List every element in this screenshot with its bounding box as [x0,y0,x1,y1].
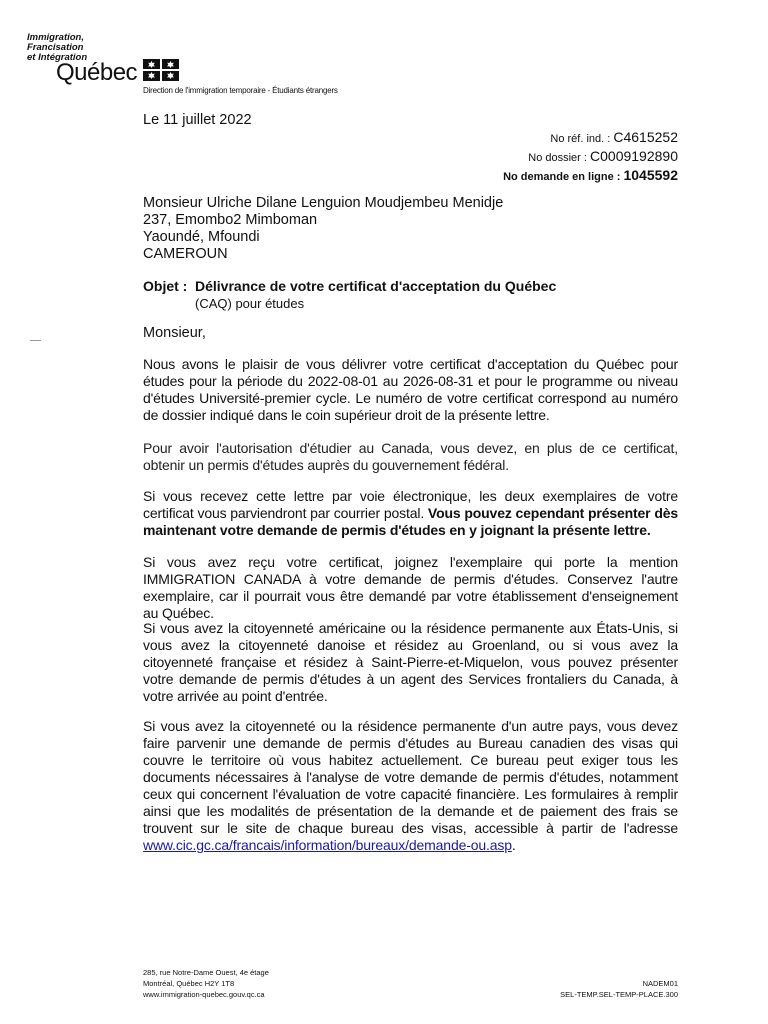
footer-website-link[interactable]: www.immigration-quebec.gouv.qc.ca [143,990,265,999]
paragraph-4-text: Si vous avez reçu votre certificat, joignez l'exemplaire qui porte la mention IMMIGRATION CANADA à votre demande de permis d'études. Conservez l'autre exemplaire, car il pourrait vous être demandé par votre établissement d'enseignement au Québec. [143,554,678,621]
footer-code-1: NADEM01 [642,979,678,988]
paragraph-4 [143,554,678,622]
subject-line-1: Délivrance de votre certificat d'acceptation du Québec [195,278,557,294]
visa-offices-link[interactable]: www.cic.gc.ca/francais/information/bureaux/demande-ou.asp [143,837,512,853]
paragraph-2 [143,440,678,474]
ministry-line-3: et Intégration [27,52,88,63]
ref-ind-row [503,129,678,148]
recipient-country: CAMEROUN [143,246,228,262]
demande-row [503,167,678,186]
quebec-flag-icon [143,59,179,81]
ref-ind-value: C4615252 [613,129,678,145]
paragraph-1 [143,356,678,424]
reference-block [503,129,678,186]
ministry-line-2: Francisation [27,42,84,53]
dossier-label: No dossier : [528,152,587,164]
ministry-line-1: Immigration, [27,32,85,43]
paragraph-6-end: . [511,837,516,853]
ref-ind-label: No réf. ind. : [550,133,611,145]
subject-block [143,278,556,312]
footer-address-line-1: 285, rue Notre-Dame Ouest, 4e étage [143,968,269,977]
footer-address-line-2: Montréal, Québec H2Y 1T8 [143,979,235,988]
direction-line: Direction de l'immigration temporaire - Étudiants étrangers [143,86,338,95]
footer-code-2: SEL-TEMP.SEL-TEMP-PLACE.300 [560,990,678,999]
paragraph-6 [143,718,678,854]
paragraph-5 [143,620,678,705]
paragraph-1-text: Nous avons le plaisir de vous délivrer votre certificat d'acceptation du Québec pour études pour la période du 2022-08-01 au 2026-08-31 et pour le programme ou niveau d'études Université-premier cycle. Le numéro de votre certificat correspond au numéro de dossier indiqué dans le coin supérieur droit de la présente lettre. [143,356,678,423]
subject-line-2: (CAQ) pour études [195,296,305,311]
subject-label: Objet : [143,278,188,294]
demande-label: No demande en ligne : [503,171,621,183]
dossier-value: C0009192890 [590,148,678,164]
dossier-row [503,148,678,167]
footer-address [143,967,269,1000]
recipient-name: Monsieur Ulriche Dilane Lenguion Moudjembeu Menidje [143,195,504,211]
paragraph-6-text: Si vous avez la citoyenneté ou la résidence permanente d'un autre pays, vous devez faire parvenir une demande de permis d'études au Bureau canadien des visas qui couvre le territoire où vous habitez actuellement. Ce bureau peut exiger tous les documents nécessaires à l'analyse de votre demande de permis d'études, notamment ceux qui concernent l'évaluation de votre capacité financière. Les formulaires à remplir ainsi que les modalités de présentation de la demande et de paiement des frais se trouvent sur le site de chaque bureau des visas, accessible à partir de l'adresse [143,718,678,836]
paragraph-3-bold-text: Vous pouvez cependant présenter dès maintenant votre demande de permis d'études en y joignant la présente lettre. [143,505,678,538]
recipient-address [143,195,503,263]
paragraph-3-text: Si vous recevez cette lettre par voie électronique, les deux exemplaires de votre certificat vous parviendront par courrier postal. [143,488,678,521]
demande-value: 1045592 [623,167,678,183]
footer-codes [560,978,678,1000]
letter-date: Le 11 juillet 2022 [143,112,252,128]
paragraph-2-text: Pour avoir l'autorisation d'étudier au Canada, vous devez, en plus de ce certificat, obtenir un permis d'études auprès du gouvernement fédéral. [143,440,678,473]
recipient-street: 237, Emombo2 Mimboman [143,212,318,228]
paragraph-3 [143,488,678,539]
fold-mark [30,340,41,341]
quebec-wordmark: Québec [56,59,138,86]
paragraph-5-text: Si vous avez la citoyenneté américaine ou la résidence permanente aux États-Unis, si vous avez la citoyenneté danoise et résidez au Groenland, ou si vous avez la citoyenneté française et résidez à Saint-Pierre-et-Miquelon, vous pouvez présenter votre demande de permis d'études à un agent des Services frontaliers du Canada, à votre arrivée au point d'entrée. [143,620,678,704]
recipient-city: Yaoundé, Mfoundi [143,229,260,245]
salutation: Monsieur, [143,325,206,341]
